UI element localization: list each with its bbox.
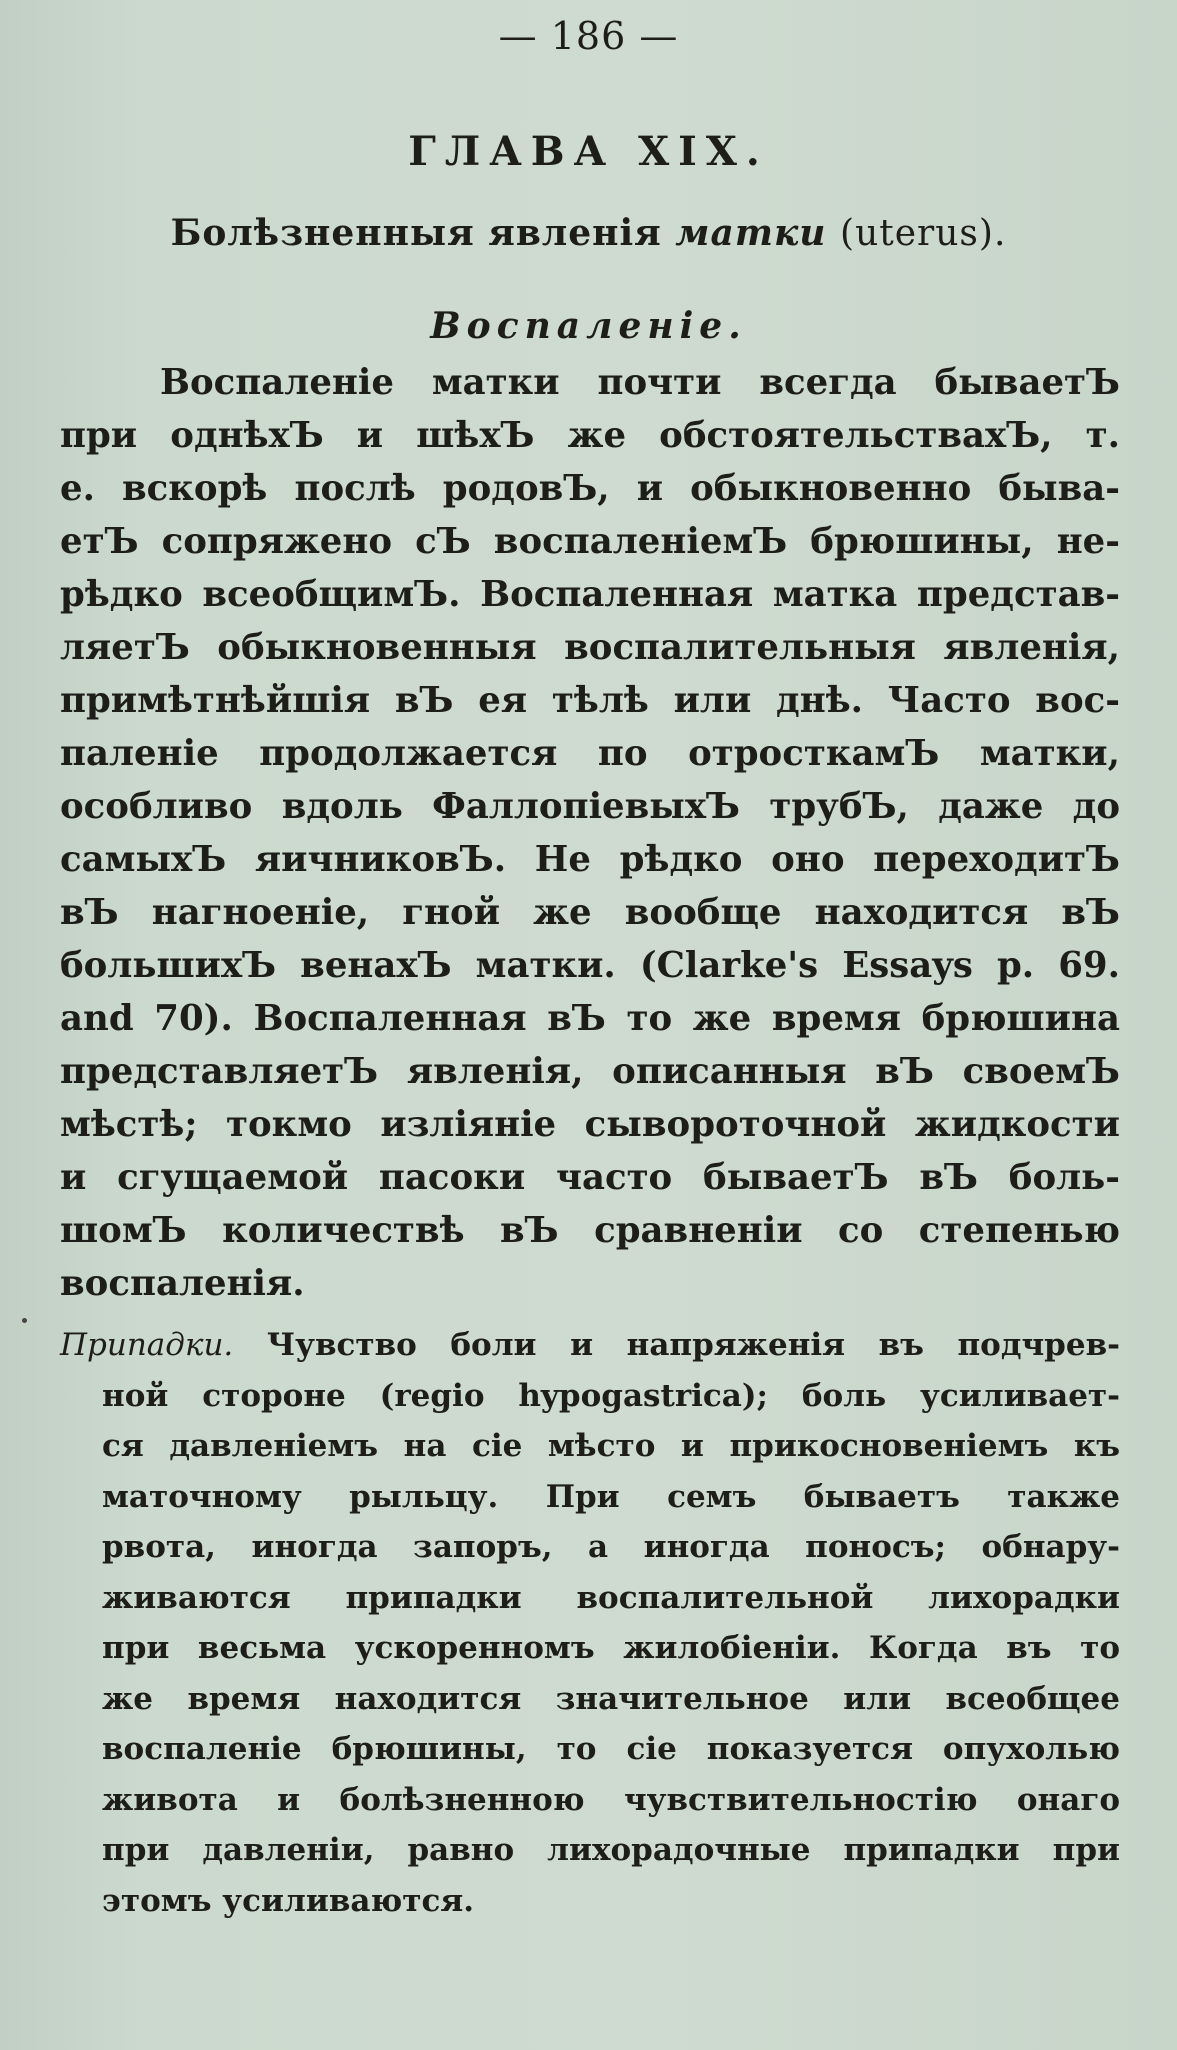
text-line: е. вскорѣ послѣ родовЪ, и обыкновенно быва- <box>60 468 1120 509</box>
text-line: and 70). Воспаленная вЪ то же время брюшина <box>60 998 1120 1039</box>
chapter-subtitle-text: Болѣзненныя явленія <box>170 212 662 254</box>
text-line: ся давленіемъ на сіе мѣсто и прикосновеніемъ къ <box>102 1428 1120 1464</box>
text-line: ной стороне (regio hypogastrica); боль усиливает- <box>102 1377 1120 1414</box>
text-line: рвота, иногда запоръ, а иногда поносъ; обнару- <box>102 1529 1120 1565</box>
text-line: особливо вдоль ФаллопіевыхЪ трубЪ, даже до <box>60 786 1120 827</box>
page-number: — 186 — <box>498 14 679 58</box>
text-line: живаются припадки воспалительной лихорадки <box>102 1579 1120 1616</box>
text-line: же время находится значительное или всеобщее <box>102 1680 1120 1717</box>
chapter-subtitle-latin: (uterus). <box>840 213 1007 254</box>
text-line: при однѣхЪ и шѣхЪ же обстоятельствахЪ, т. <box>60 415 1120 456</box>
chapter-title: ГЛАВА XIX. <box>408 128 769 175</box>
text-line: шомЪ количествѣ вЪ сравненіи со степенью <box>60 1210 1120 1251</box>
text-line: маточному рыльцу. При семъ бываетъ также <box>102 1478 1120 1515</box>
text-line: ляетЪ обыкновенныя воспалительныя явленія, <box>60 627 1120 668</box>
text-line: примѣтнѣйшія вЪ ея тѣлѣ или днѣ. Часто вос- <box>60 680 1120 721</box>
section-heading: Воспаленіе. <box>430 305 747 347</box>
text-line: воспаленіе брюшины, то сіе показуется опухолью <box>102 1731 1120 1767</box>
symptoms-paragraph <box>60 1320 1120 1926</box>
text-line: представляетЪ явленія, описанныя вЪ своемЪ <box>60 1051 1120 1092</box>
text-line: этомъ усиливаются. <box>102 1882 475 1919</box>
text-line: большихЪ венахЪ матки. (Clarke's Essays p. 69. <box>60 945 1120 986</box>
main-paragraph <box>60 356 1120 1310</box>
text-line: етЪ сопряжено сЪ воспаленіемЪ брюшины, не- <box>60 521 1120 562</box>
text-line: Воспаленіе матки почти всегда бываетЪ <box>160 362 1120 403</box>
text-line: живота и болѣзненною чувствительностію онаго <box>102 1781 1120 1818</box>
text-line: и сгущаемой пасоки часто бываетЪ вЪ боль- <box>60 1157 1120 1198</box>
symptoms-first-line: Чувство боли и напряженія въ подчрев- <box>233 1327 1120 1363</box>
text-line: вЪ нагноеніе, гной же вообще находится вЪ <box>60 892 1120 933</box>
text-line: мѣстѣ; токмо изліяніе сывороточной жидкости <box>60 1104 1120 1145</box>
chapter-subtitle-organ: матки <box>675 212 827 254</box>
text-line: самыхЪ яичниковЪ. Не рѣдко оно переходитЪ <box>60 839 1120 880</box>
text-line: при весьма ускоренномъ жилобіеніи. Когда въ то <box>102 1630 1120 1666</box>
text-line: рѣдко всеобщимЪ. Воспаленная матка представ- <box>60 574 1120 615</box>
text-line <box>60 1320 1120 1371</box>
text-line: воспаленія. <box>60 1263 305 1304</box>
margin-speck <box>22 1318 27 1323</box>
text-line: паленіе продолжается по отросткамЪ матки, <box>60 733 1120 774</box>
chapter-subtitle <box>0 212 1177 254</box>
text-line: при давленіи, равно лихорадочные припадки при <box>102 1832 1120 1868</box>
symptoms-label: Припадки. <box>60 1327 234 1363</box>
